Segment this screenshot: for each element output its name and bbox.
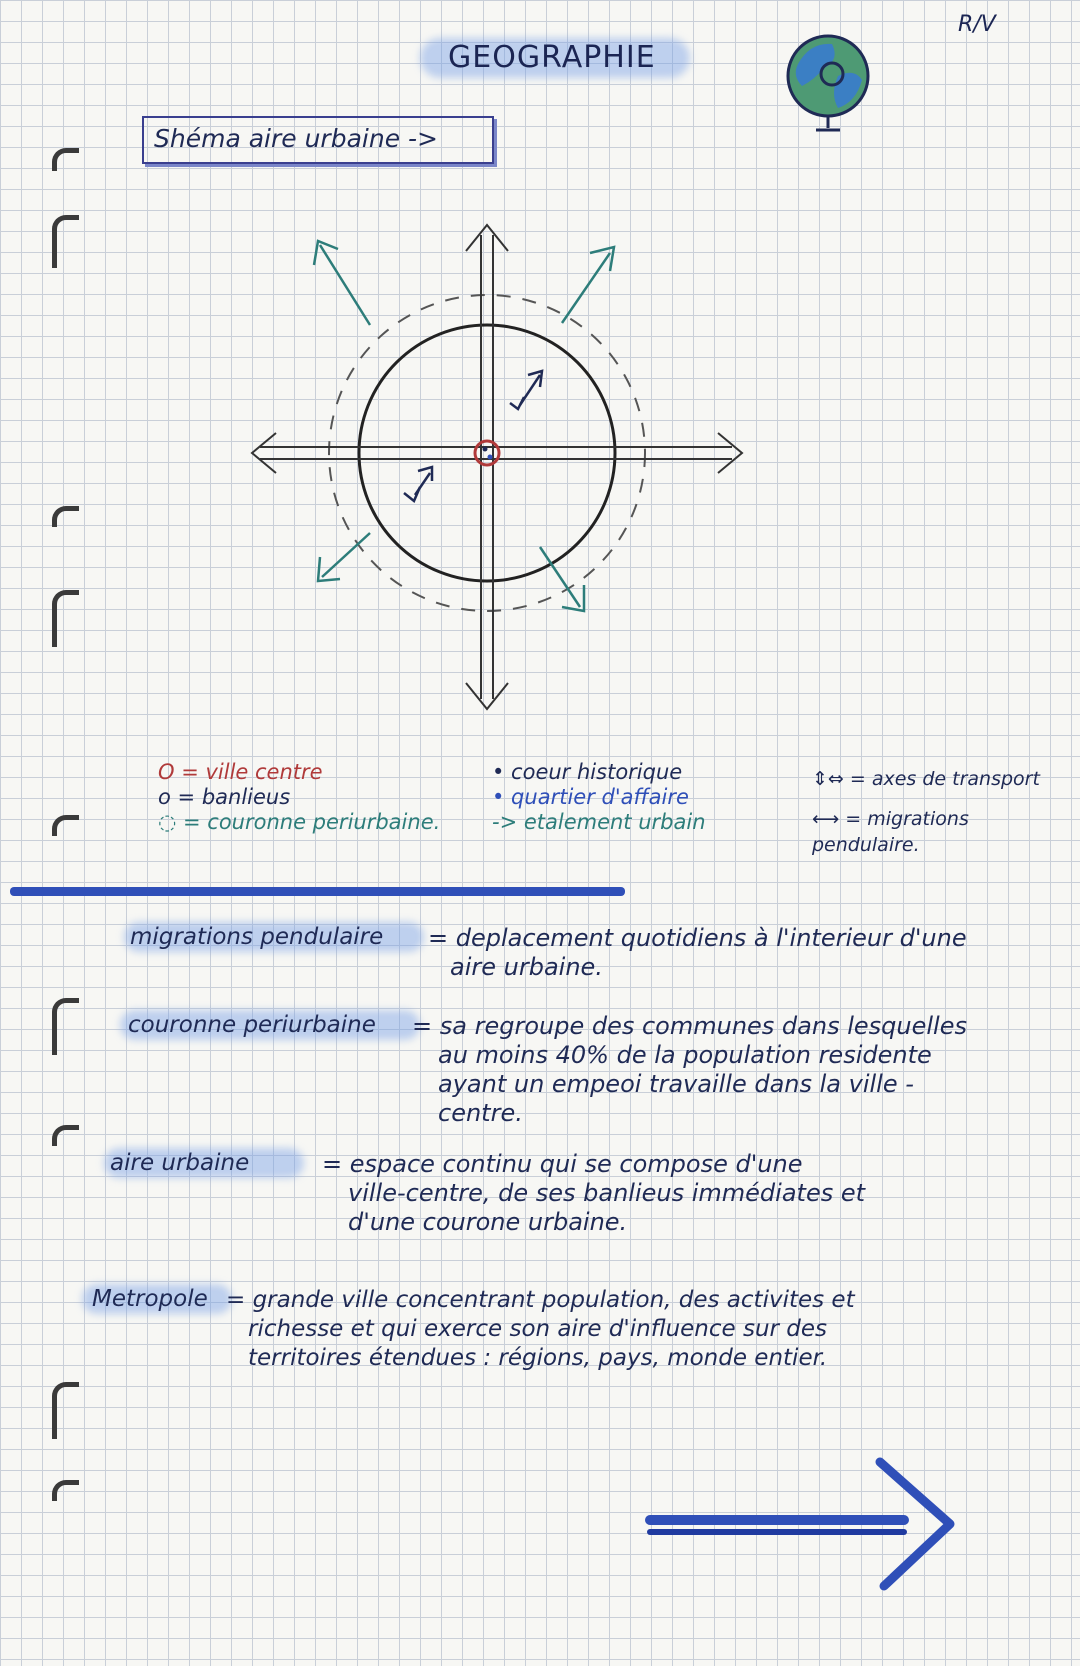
legend-item: • quartier d'affaire xyxy=(492,785,689,809)
legend-item: ⇕⇔ = axes de transport xyxy=(812,768,1040,790)
legend-item: ⟷ = migrations pendulaire. xyxy=(812,808,969,856)
definition-aire-urbaine: = espace continu qui se compose d'une ville-centre, de ses banlieus immédiates et d'une courone urbaine. xyxy=(322,1150,866,1236)
city-centre-symbol: O xyxy=(158,760,175,784)
legend-item: o = banlieus xyxy=(158,785,291,809)
term-aire-urbaine: aire urbaine xyxy=(110,1150,250,1176)
suburb-ring xyxy=(359,325,615,581)
definition-metropole: = grande ville concentrant population, des activites et richesse et qui exerce son aire d'influence sur des territoires étendues : régions, pays, monde entier. xyxy=(226,1287,855,1371)
definition-migrations: = deplacement quotidiens à l'interieur d'une aire urbaine. xyxy=(428,924,967,981)
binder-hole-mark xyxy=(52,1382,79,1439)
page-title-block xyxy=(420,32,690,84)
binder-hole-mark xyxy=(52,1480,79,1501)
legend-left xyxy=(158,760,488,835)
binder-hole-mark xyxy=(52,998,79,1055)
urban-sprawl-arrows xyxy=(314,241,614,611)
transport-axes-symbol: ⇕⇔ xyxy=(812,768,844,790)
globe-icon xyxy=(780,24,880,140)
urban-area-diagram xyxy=(240,215,760,735)
legend-item: ◌ = couronne periurbaine. xyxy=(158,810,441,834)
migration-arrow-symbol: ⟷ xyxy=(812,808,840,830)
term-migrations: migrations pendulaire xyxy=(130,924,384,950)
city-centre-marker xyxy=(475,441,499,465)
pendulum-migration-arrows xyxy=(404,371,542,501)
legend-item: O = ville centre xyxy=(158,760,323,784)
transport-axis-horizontal xyxy=(252,433,742,473)
binder-hole-mark xyxy=(52,215,79,268)
legend-item: • coeur historique xyxy=(492,760,683,784)
business-district-dot xyxy=(488,455,493,460)
next-page-arrow-icon xyxy=(640,1452,960,1592)
legend-right xyxy=(812,766,1074,858)
term-metropole: Metropole xyxy=(92,1286,208,1312)
transport-axis-vertical xyxy=(466,225,508,709)
binder-hole-mark xyxy=(52,148,79,171)
legend-item: -> etalement urbain xyxy=(492,810,706,834)
binder-hole-mark xyxy=(52,815,79,836)
schema-label-box xyxy=(142,116,494,164)
legend-middle xyxy=(492,760,792,835)
section-divider xyxy=(10,887,625,896)
historic-core-dot xyxy=(483,447,488,452)
schema-label: Shéma aire urbaine -> xyxy=(154,124,438,153)
periurban-ring xyxy=(329,295,645,611)
author-initials: R/V xyxy=(958,12,996,37)
definition-couronne: = sa regroupe des communes dans lesquelles au moins 40% de la population residente ayant un empeoi travaille dans la ville - centre. xyxy=(412,1012,967,1127)
suburb-symbol: o xyxy=(158,785,171,809)
page-title: GEOGRAPHIE xyxy=(448,40,656,75)
term-couronne: couronne periurbaine xyxy=(128,1012,376,1038)
binder-hole-mark xyxy=(52,590,79,647)
periurban-symbol: ◌ xyxy=(158,810,177,834)
binder-hole-mark xyxy=(52,506,79,527)
binder-hole-mark xyxy=(52,1125,79,1146)
